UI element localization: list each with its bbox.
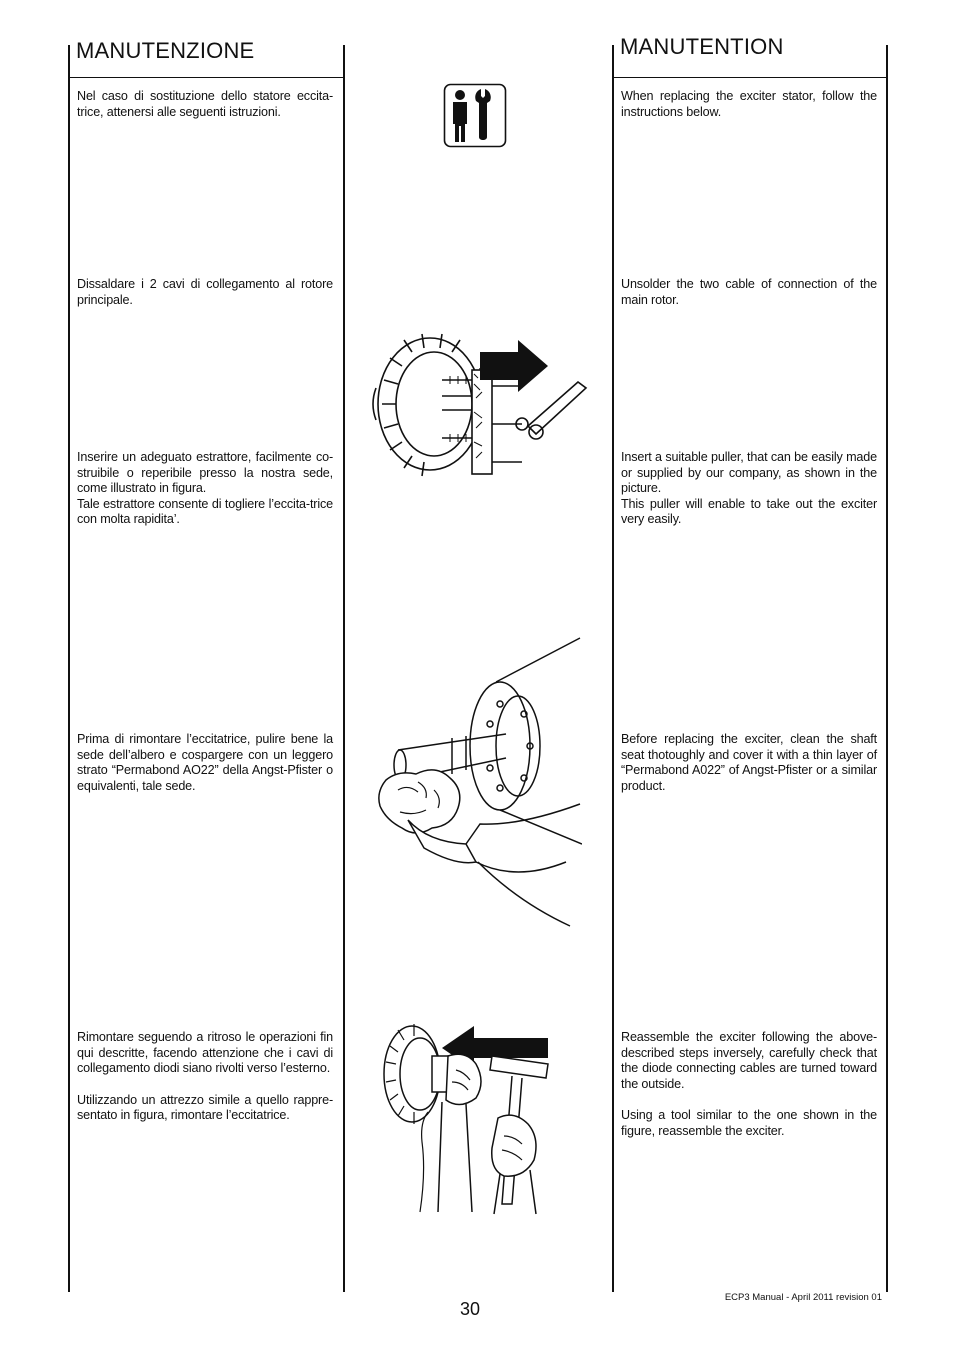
hammer-reassembly-illustration (380, 1016, 560, 1220)
section-2-en-p1: Unsolder the two cable of connection of the main rotor. (621, 277, 877, 307)
mechanic-maintenance-icon (443, 83, 507, 149)
section-3-it-p1: Inserire un adeguato estrattore, facilmente co-struibile o reperibile presso la nostra sede, come illustrato in figura. (77, 450, 333, 496)
column-rule-center-left (343, 45, 345, 1292)
header-rule-right (612, 77, 888, 78)
column-rule-center-right (612, 45, 614, 1292)
section-4-english-text (621, 732, 877, 794)
section-5-it-p1: Rimontare seguendo a ritroso le operazioni fin qui descritte, facendo attenzione che i cavi di collegamento diodi siano rivolti verso l’esterno. (77, 1030, 333, 1076)
section-5-english-text (621, 1030, 877, 1140)
section-3-italian-text (77, 450, 333, 528)
right-column-title: MANUTENTION (620, 34, 784, 59)
section-1-english-text (621, 89, 877, 120)
section-1-it-p1: Nel caso di sostituzione dello statore eccita-trice, attenersi alle seguenti istruzioni. (77, 89, 333, 119)
section-2-it-p1: Dissaldare i 2 cavi di collegamento al rotore principale. (77, 277, 333, 307)
column-rule-left (68, 45, 70, 1292)
section-1-italian-text (77, 89, 333, 120)
section-5-it-p2: Utilizzando un attrezzo simile a quello rappre-sentato in figura, rimontare l’eccitatrice. (77, 1092, 333, 1123)
section-5-en-p1: Reassemble the exciter following the above-described steps inversely, carefully check that the diode connecting cables are turned toward the outside. (621, 1030, 877, 1091)
page-number: 30 (459, 1299, 481, 1319)
column-rule-right (886, 45, 888, 1292)
section-2-english-text (621, 277, 877, 308)
section-4-en-p1: Before replacing the exciter, clean the shaft seat thotoughly and cover it with a thin layer of “Permabond A022” of Angst-Pfister or a similar product. (621, 732, 877, 793)
section-2-italian-text (77, 277, 333, 308)
section-1-en-p1: When replacing the exciter stator, follow the instructions below. (621, 89, 877, 119)
section-3-en-p2: This puller will enable to take out the exciter very easily. (621, 496, 877, 527)
left-column-title: MANUTENZIONE (76, 38, 255, 63)
shaft-cleaning-illustration (378, 632, 582, 928)
manual-revision-info: ECP3 Manual - April 2011 revision 01 (724, 1292, 882, 1303)
section-3-it-p2: Tale estrattore consente di togliere l’eccita-trice con molta rapidita’. (77, 496, 333, 527)
section-4-italian-text (77, 732, 333, 794)
section-4-it-p1: Prima di rimontare l’eccitatrice, pulire bene la sede dell’albero e cospargere con un leggero strato “Permabond AO22” della Angst-Pfister o equivalenti, tale sede. (77, 732, 333, 793)
header-rule-left (68, 77, 344, 78)
puller-illustration (372, 328, 594, 478)
section-3-english-text (621, 450, 877, 528)
section-5-en-p2: Using a tool similar to the one shown in the figure, reassemble the exciter. (621, 1108, 877, 1138)
section-3-en-p1: Insert a suitable puller, that can be easily made or supplied by our company, as shown in the picture. (621, 450, 877, 496)
section-5-italian-text (77, 1030, 333, 1124)
